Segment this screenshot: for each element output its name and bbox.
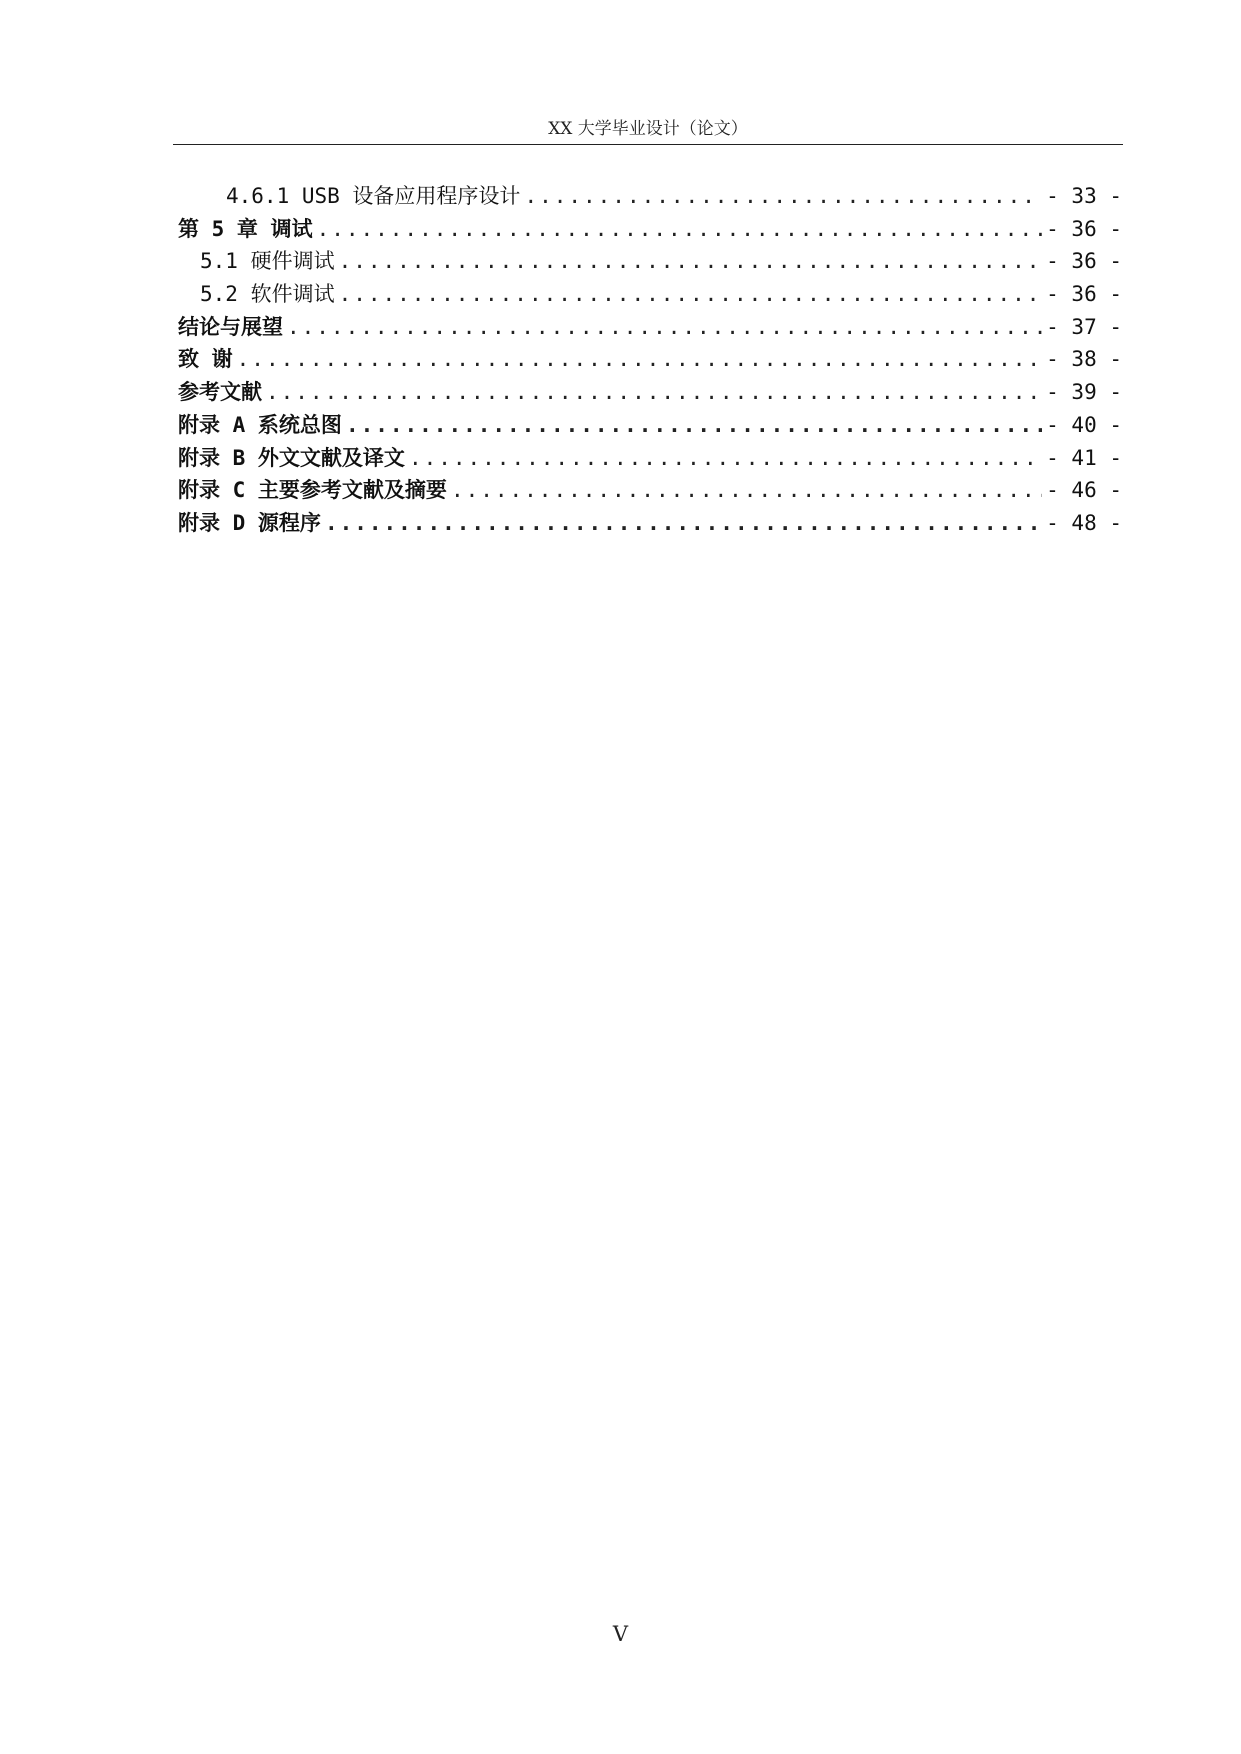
toc-entry-title: 结论与展望 bbox=[178, 314, 283, 339]
toc-entry-page: - 33 - bbox=[1046, 184, 1122, 208]
page-header: XX 大学毕业设计（论文） bbox=[548, 119, 748, 139]
toc-entry-title: 附录 D 源程序 bbox=[178, 510, 321, 535]
toc-dot-leader bbox=[524, 180, 1042, 213]
toc-entry-page: - 40 - bbox=[1046, 412, 1122, 437]
toc-dot-leader bbox=[237, 343, 1042, 376]
toc-entry-page: - 38 - bbox=[1046, 347, 1122, 372]
toc-entry[interactable] bbox=[178, 343, 1122, 376]
toc-dot-leader bbox=[325, 507, 1042, 540]
toc-entry-page: - 36 - bbox=[1046, 249, 1122, 274]
toc-dot-leader bbox=[409, 442, 1042, 475]
toc-entry[interactable] bbox=[178, 474, 1122, 507]
toc-entry-page: - 39 - bbox=[1046, 380, 1122, 405]
toc-entry-title: 附录 A 系统总图 bbox=[178, 412, 342, 437]
toc-entry-title: 致 谢 bbox=[178, 347, 233, 372]
toc-dot-leader bbox=[346, 409, 1042, 442]
toc-entry[interactable] bbox=[178, 213, 1122, 246]
toc-entry-page: - 46 - bbox=[1046, 478, 1122, 503]
table-of-contents bbox=[178, 180, 1122, 540]
header-rule bbox=[173, 144, 1123, 145]
toc-entry-page: - 36 - bbox=[1046, 216, 1122, 241]
toc-entry-page: - 37 - bbox=[1046, 314, 1122, 339]
toc-entry[interactable] bbox=[178, 245, 1122, 278]
toc-entry-title: 第 5 章 调试 bbox=[178, 216, 313, 241]
toc-entry[interactable] bbox=[178, 278, 1122, 311]
toc-dot-leader bbox=[266, 376, 1042, 409]
toc-dot-leader bbox=[339, 278, 1043, 311]
toc-entry[interactable] bbox=[178, 507, 1122, 540]
toc-dot-leader bbox=[317, 213, 1043, 246]
toc-entry[interactable] bbox=[178, 180, 1122, 213]
toc-entry-title: 附录 B 外文文献及译文 bbox=[178, 445, 405, 470]
toc-dot-leader bbox=[451, 474, 1042, 507]
toc-entry-page: - 48 - bbox=[1046, 510, 1122, 535]
toc-entry-title: 参考文献 bbox=[178, 380, 262, 405]
toc-entry-title: 附录 C 主要参考文献及摘要 bbox=[178, 478, 447, 503]
toc-entry-title: 5.2 软件调试 bbox=[200, 282, 335, 307]
toc-entry[interactable] bbox=[178, 442, 1122, 475]
toc-dot-leader bbox=[287, 311, 1042, 344]
toc-entry-page: - 36 - bbox=[1046, 282, 1122, 307]
toc-entry[interactable] bbox=[178, 311, 1122, 344]
toc-entry-page: - 41 - bbox=[1046, 445, 1122, 470]
page-number: V bbox=[612, 1622, 629, 1646]
toc-entry[interactable] bbox=[178, 409, 1122, 442]
toc-entry-title: 5.1 硬件调试 bbox=[200, 249, 335, 274]
toc-entry-title: 4.6.1 USB 设备应用程序设计 bbox=[226, 184, 521, 208]
toc-dot-leader bbox=[339, 245, 1043, 278]
toc-entry[interactable] bbox=[178, 376, 1122, 409]
